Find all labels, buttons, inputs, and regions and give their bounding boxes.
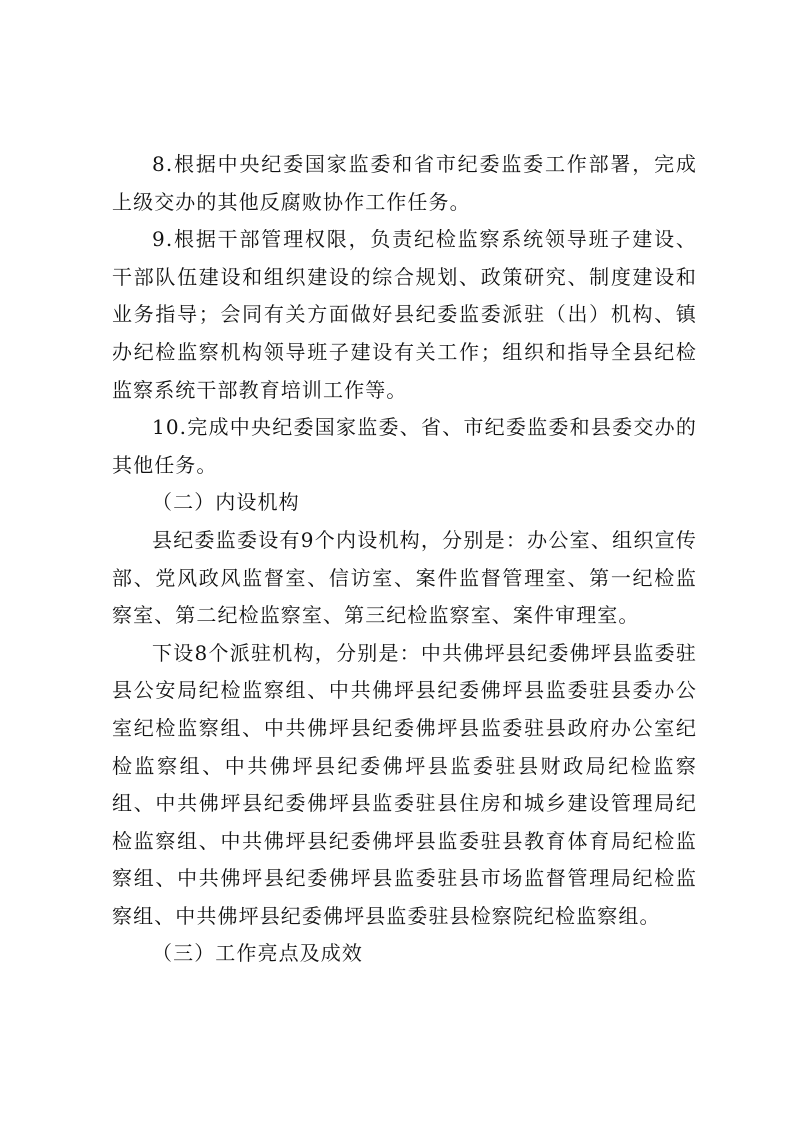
paragraph-item-10: 10.完成中央纪委国家监委、省、市纪委监委和县委交办的其他任务。 bbox=[112, 415, 697, 477]
paragraph-item-9: 9.根据干部管理权限，负责纪检监察系统领导班子建设、干部队伍建设和组织建设的综合规划、政策研究、制度建设和业务指导；会同有关方面做好县纪委监委派驻（出）机构、镇办纪检监察机构领导班子建设有关工作；组织和指导全县纪检监察系统干部教育培训工作等。 bbox=[112, 227, 697, 402]
section-heading-internal-departments: （二）内设机构 bbox=[152, 490, 300, 515]
paragraph-dispatched-agencies: 下设8个派驻机构，分别是：中共佛坪县纪委佛坪县监委驻县公安局纪检监察组、中共佛坪县纪委佛坪县监委驻县委办公室纪检监察组、中共佛坪县纪委佛坪县监委驻县政府办公室纪检监察组、中共佛坪县纪委佛坪县监委驻县财政局纪检监察组、中共佛坪县纪委佛坪县监委驻县住房和城乡建设管理局纪检监察组、中共佛坪县纪委佛坪县监委驻县教育体育局纪检监察组、中共佛坪县纪委佛坪县监委驻县市场监督管理局纪检监察组、中共佛坪县纪委佛坪县监委驻县检察院纪检监察组。 bbox=[112, 640, 697, 928]
document-page bbox=[112, 146, 697, 973]
paragraph-internal-departments: 县纪委监委设有9个内设机构，分别是：办公室、组织宣传部、党风政风监督室、信访室、案件监督管理室、第一纪检监察室、第二纪检监察室、第三纪检监察室、案件审理室。 bbox=[112, 527, 697, 628]
section-heading-highlights: （三）工作亮点及成效 bbox=[152, 941, 363, 966]
paragraph-item-8: 8.根据中央纪委国家监委和省市纪委监委工作部署，完成上级交办的其他反腐败协作工作任务。 bbox=[112, 152, 697, 214]
